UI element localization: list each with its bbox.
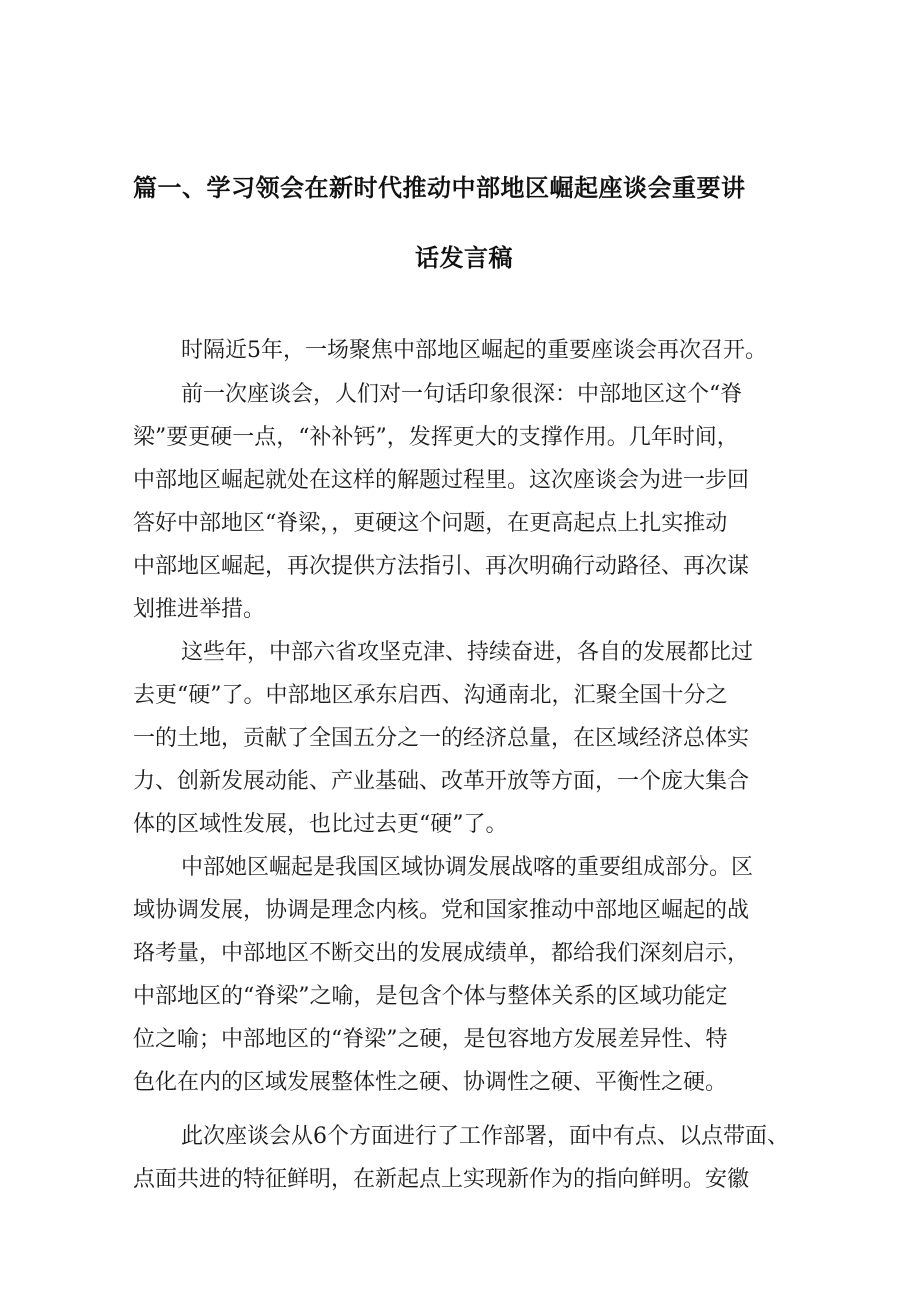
document-title-line-1: 篇一、学习领会在新时代推动中部地区崛起座谈会重要讲: [133, 174, 746, 202]
paragraph-2-line-2: 梁”要更硬一点，“补补钙”，发挥更大的支撑作用。几年时间，: [133, 425, 739, 450]
paragraph-4-line-4: 中部地区的“脊梁”之喻，是包含个体与整体关系的区域功能定: [133, 984, 728, 1009]
paragraph-4-line-1: 中部她区崛起是我国区域协调发展战喀的重要组成部分。区: [181, 855, 754, 880]
paragraph-2-line-4: 答好中部地区“脊梁，，更硬这个问题，在更高起点上扎实推动: [133, 511, 728, 536]
paragraph-3-line-5: 体的区域性发展，也比过去更“硬”了。: [133, 812, 508, 837]
paragraph-4-line-2: 域协调发展，协调是理念内核。党和国家推动中部地区崛起的战: [133, 898, 750, 923]
paragraph-2-line-3: 中部地区崛起就处在这样的解题过程里。这次座谈会为进一步回: [133, 468, 750, 493]
paragraph-5-line-2: 点面共进的特征鲜明，在新起点上实现新作为的指向鲜明。安徽: [133, 1167, 750, 1192]
paragraph-4-line-6: 色化在内的区域发展整体性之硬、协调性之硬、平衡性之硬。: [133, 1070, 728, 1095]
paragraph-3-line-3: 一的土地，贡献了全国五分之一的经济总量，在区域经济总体实: [133, 726, 750, 751]
paragraph-3-line-1: 这些年，中部六省攻坚克津、持续奋进，各自的发展都比过: [181, 640, 754, 665]
paragraph-4-line-3: 珞考量，中部地区不断交出的发展成绩单，都给我们深刻启示，: [133, 941, 750, 966]
paragraph-4-line-5: 位之喻；中部地区的“脊梁”之硬，是包容地方发展差异性、特: [133, 1027, 728, 1052]
document-title-line-2: 话发言稿: [415, 244, 513, 272]
paragraph-2-line-6: 划推进举措。: [133, 597, 266, 622]
paragraph-2-line-5: 中部地区崛起，再次提供方法指引、再次明确行动路径、再次谋: [133, 554, 750, 579]
paragraph-2-line-1: 前一次座谈会，人们对一句话印象很深：中部地区这个“脊: [181, 382, 743, 407]
paragraph-5-line-1: 此次座谈会从6个方面进行了工作部署，面中有点、以点带面、: [181, 1124, 789, 1149]
paragraph-3-line-2: 去更“硬”了。中部地区承东启西、沟通南北，汇聚全国十分之: [133, 683, 728, 708]
paragraph-1-line-1: 时隔近5年，一场聚焦中部地区崛起的重要座谈会再次召开。: [181, 338, 767, 363]
paragraph-3-line-4: 力、创新发展动能、产业基础、改革开放等方面，一个庞大集合: [133, 769, 750, 794]
